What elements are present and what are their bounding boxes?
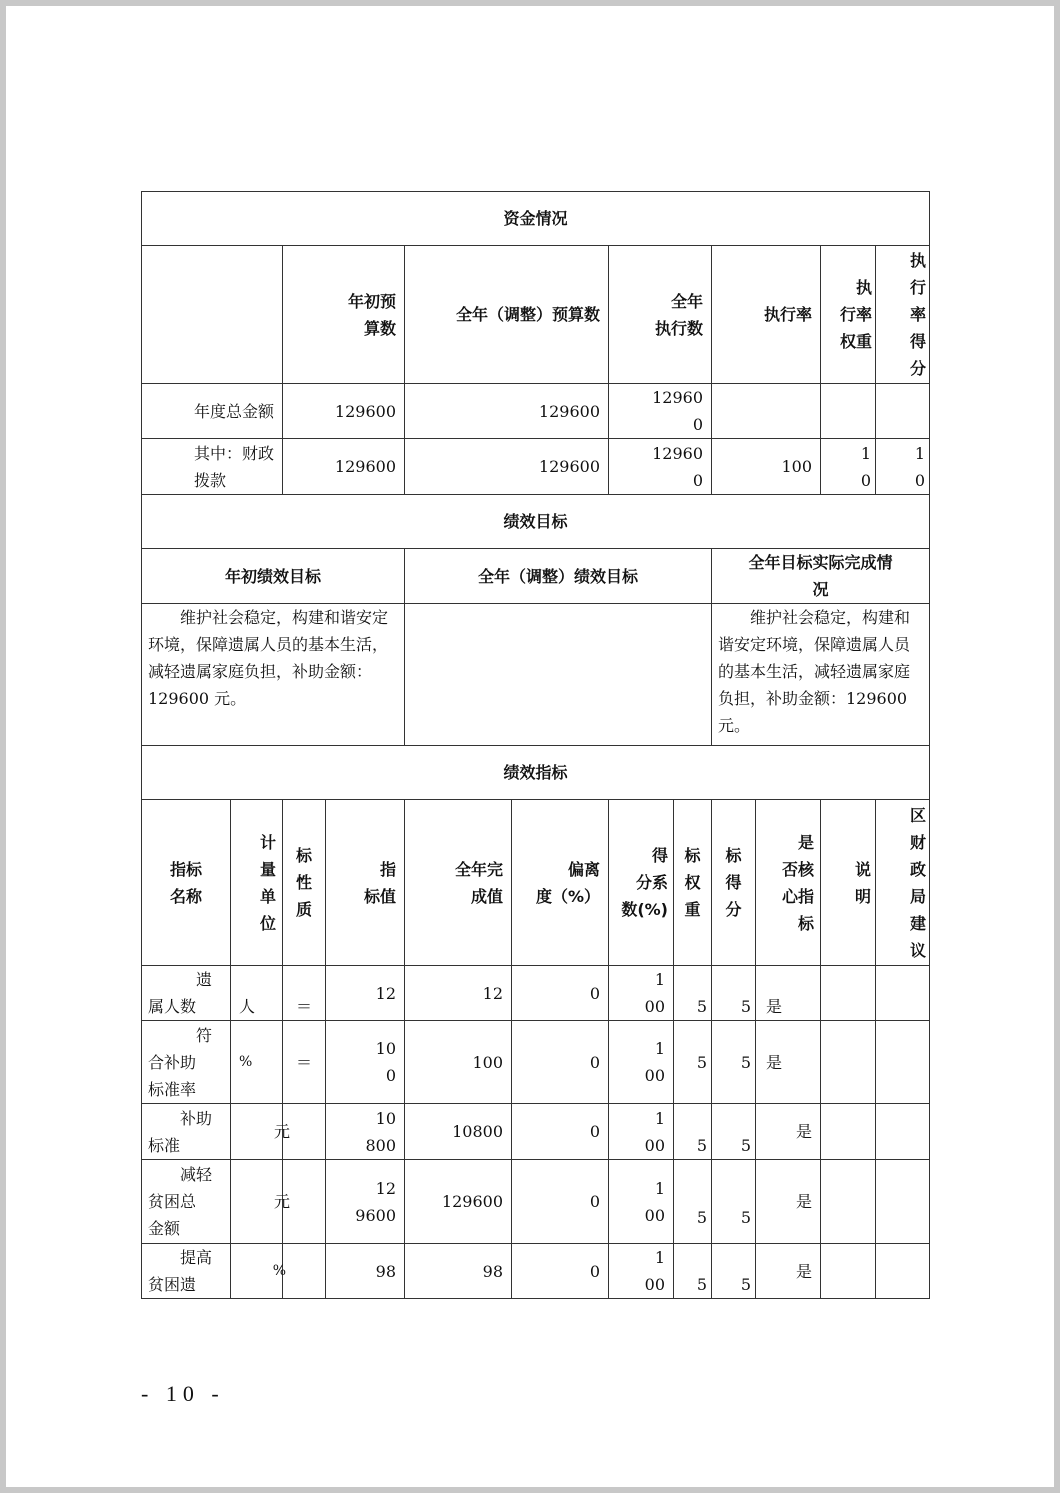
indicator-header-coefficient: 得 分系 数(%) (621, 846, 668, 919)
indicator-row-core: 是 (795, 1122, 812, 1141)
funding-row-rate (712, 384, 820, 438)
funding-row-rate: 100 (781, 457, 812, 476)
indicator-row-coefficient: 1 00 (644, 1039, 665, 1085)
indicator-row-score: 5 (740, 1208, 751, 1227)
indicator-row-explain (821, 1244, 875, 1298)
goals-actual-text: 维护社会稳定，构建和谐安定环境，保障遗属人员的基本生活，减轻遗属家庭负担，补助金额：129600 元。 (718, 608, 911, 735)
goals-header-initial: 年初绩效目标 (224, 566, 321, 586)
indicator-row-deviation: 0 (589, 1052, 600, 1072)
indicator-row-weight: 5 (696, 1208, 707, 1227)
indicator-row-completed: 10800 (452, 1122, 503, 1141)
indicator-row-nature: ＝ (295, 997, 312, 1016)
indicator-row-name: 遗 属人数 (148, 970, 213, 1016)
indicator-row-advice (876, 1244, 929, 1298)
funding-row-initial: 129600 (334, 401, 396, 421)
indicator-row-score: 5 (740, 1052, 751, 1072)
indicator-row-core: 是 (795, 1261, 812, 1281)
indicator-header-unit: 计 量 单 位 (259, 832, 276, 933)
indicator-row-score: 5 (740, 997, 751, 1016)
page-number: - 10 - (141, 1381, 225, 1406)
indicator-header-core: 是 否核 心指 标 (781, 832, 814, 933)
indicator-row-coefficient: 1 00 (644, 1248, 665, 1294)
indicator-row-completed: 98 (482, 1261, 503, 1281)
indicator-row-coefficient: 1 00 (644, 970, 665, 1016)
indicator-row-advice (876, 1160, 929, 1243)
funding-row-initial: 129600 (334, 457, 396, 476)
indicator-row-completed: 12 (482, 983, 503, 1003)
performance-table (6, 6, 1054, 1487)
indicator-row-target: 10 0 (375, 1039, 396, 1085)
indicator-row-completed: 100 (472, 1052, 503, 1072)
indicator-row-advice (876, 1021, 929, 1103)
indicator-row-core: 是 (766, 997, 783, 1016)
indicator-row-unit: % (239, 1053, 253, 1070)
funding-row-executed: 12960 0 (652, 443, 703, 490)
funding-row-score (876, 384, 929, 438)
goals-header-adjusted: 全年（调整）绩效目标 (477, 566, 638, 586)
indicator-row-explain (821, 1021, 875, 1103)
indicator-row-deviation: 0 (589, 1122, 600, 1141)
indicator-row-advice (876, 966, 929, 1020)
goals-header-actual: 全年目标实际完成情 况 (748, 553, 893, 599)
section-title-indicators: 绩效指标 (503, 763, 568, 782)
indicator-row-nature (283, 1104, 325, 1159)
funding-row-adjusted: 129600 (538, 457, 600, 476)
indicator-row-coefficient: 1 00 (644, 1178, 665, 1225)
indicator-row-unit: 人 (239, 997, 256, 1016)
indicator-header-name: 指标 名称 (169, 859, 202, 906)
funding-row-adjusted: 129600 (538, 401, 600, 421)
indicator-row-target: 10 800 (365, 1108, 396, 1155)
indicator-row-score: 5 (740, 1275, 751, 1294)
indicator-header-advice: 区 财 政 局 建 议 (909, 805, 926, 960)
indicator-row-weight: 5 (696, 1136, 707, 1155)
indicator-row-target: 98 (375, 1261, 396, 1281)
goals-adjusted-text (405, 604, 711, 745)
indicator-header-nature: 标 性 质 (295, 846, 312, 919)
indicator-header-target: 指 标值 (363, 859, 396, 906)
indicator-row-name: 补助 标准 (148, 1108, 213, 1155)
funding-row-weight: 1 0 (860, 443, 871, 490)
table-border-bottom (141, 1298, 930, 1299)
indicator-row-nature: ＝ (295, 1052, 312, 1072)
indicator-row-coefficient: 1 00 (644, 1108, 665, 1155)
funding-header-initial: 年初预 算数 (347, 291, 396, 338)
funding-header-score: 执 行 率 得 分 (909, 251, 926, 378)
indicator-row-nature (283, 1244, 325, 1298)
indicator-header-completed: 全年完 成值 (454, 859, 503, 906)
indicator-row-unit: % (272, 1262, 286, 1279)
section-title-funding: 资金情况 (503, 209, 568, 228)
funding-row-weight (821, 384, 875, 438)
indicator-row-target: 12 (375, 983, 396, 1003)
indicator-row-core: 是 (766, 1052, 783, 1072)
funding-header-adjusted: 全年（调整）预算数 (455, 305, 600, 324)
goals-initial-text: 维护社会稳定，构建和谐安定环境，保障遗属人员的基本生活，减轻遗属家庭负担，补助金额：129600 元。 (148, 608, 389, 708)
indicator-row-name: 符 合补助 标准率 (148, 1025, 213, 1099)
indicator-row-name: 减轻 贫困总 金额 (148, 1165, 213, 1238)
indicator-row-target: 12 9600 (355, 1178, 396, 1225)
indicator-row-weight: 5 (696, 997, 707, 1016)
funding-row-executed: 12960 0 (652, 388, 703, 434)
indicator-row-unit: 元 (273, 1122, 290, 1141)
funding-row-score: 1 0 (914, 443, 925, 490)
funding-header-executed: 全年 执行数 (654, 291, 703, 338)
indicator-row-completed: 129600 (441, 1192, 503, 1211)
indicator-header-explain: 说 明 (854, 859, 871, 906)
indicator-row-explain (821, 1160, 875, 1243)
funding-row-name: 其中：财政 拨款 (193, 443, 274, 490)
indicator-row-core: 是 (795, 1192, 812, 1211)
indicator-header-deviation: 偏离 度（%） (535, 859, 600, 906)
document-page (6, 6, 1054, 1487)
funding-header-rate: 执行率 (763, 305, 812, 324)
indicator-row-weight: 5 (696, 1052, 707, 1072)
section-title-goals: 绩效目标 (503, 512, 568, 531)
funding-header-empty (142, 246, 282, 383)
indicator-row-score: 5 (740, 1136, 751, 1155)
indicator-row-nature (283, 1160, 325, 1243)
indicator-header-score: 标 得 分 (725, 846, 742, 919)
indicator-row-deviation: 0 (589, 1261, 600, 1281)
indicator-row-weight: 5 (696, 1275, 707, 1294)
indicator-row-deviation: 0 (589, 983, 600, 1003)
indicator-row-deviation: 0 (589, 1192, 600, 1211)
indicator-row-explain (821, 966, 875, 1020)
indicator-row-unit: 元 (273, 1192, 290, 1211)
indicator-row-name: 提高 贫困遗 (148, 1248, 213, 1294)
indicator-row-explain (821, 1104, 875, 1159)
indicator-header-weight: 标 权 重 (684, 846, 701, 919)
indicator-row-advice (876, 1104, 929, 1159)
funding-row-name: 年度总金额 (193, 401, 274, 421)
funding-header-weight: 执 行率 权重 (839, 278, 872, 351)
